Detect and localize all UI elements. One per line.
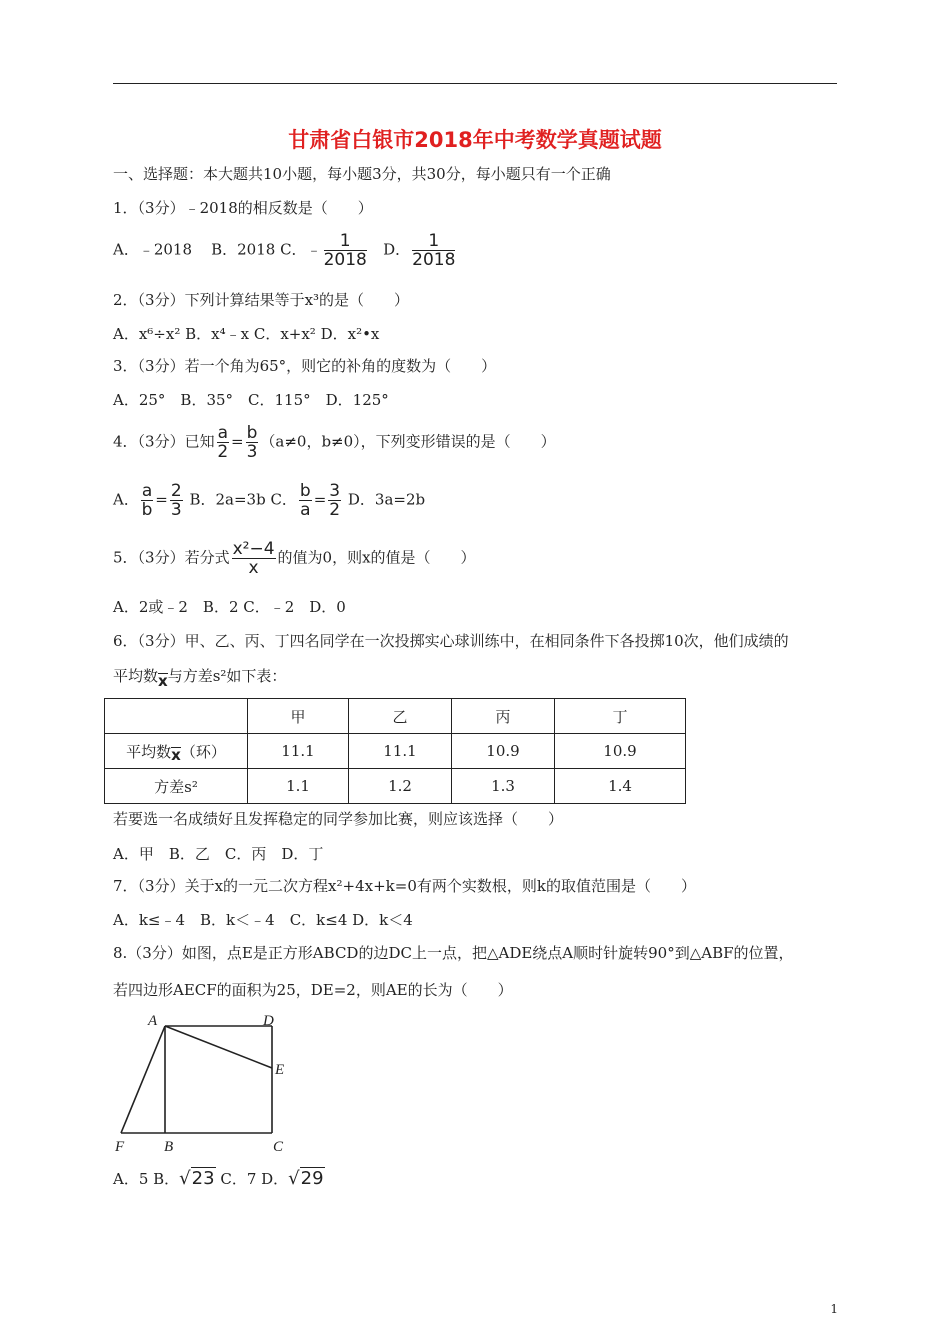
table-cell: 1.3 bbox=[452, 769, 555, 804]
q5-options: A．2或﹣2 B．2 C．﹣2 D．0 bbox=[113, 598, 346, 616]
table-header-cell: 甲 bbox=[248, 699, 349, 734]
q6-stem-line2: 平均数 x 与方差s²如下表： bbox=[113, 667, 287, 690]
q5-fraction: $\frac{\text{x²−4}}{x}$ bbox=[232, 539, 275, 578]
q2-options: A．x⁶÷x² B．x⁴﹣x C．x+x² D．x²•x bbox=[113, 325, 380, 343]
q3-options: A．25° B．35° C．115° D．125° bbox=[113, 391, 389, 409]
label-d: D bbox=[263, 1013, 274, 1029]
table-cell: 1.4 bbox=[555, 769, 686, 804]
q7-options: A．k≤﹣4 B．k＜﹣4 C．k≤4 D．k＜4 bbox=[113, 911, 413, 929]
sqrt-23: √23 bbox=[179, 1168, 215, 1189]
header-rule bbox=[113, 83, 837, 84]
q3-stem: 3．（3分）若一个角为65°，则它的补角的度数为（ ） bbox=[113, 357, 497, 375]
q1-fraction-c: $\frac{1}{2018}$ bbox=[323, 231, 367, 270]
table-header-cell: 乙 bbox=[349, 699, 452, 734]
q8-stem-line2: 若四边形AECF的面积为25，DE=2，则AE的长为（ ） bbox=[113, 981, 513, 999]
table-row-label: 方差s² bbox=[105, 769, 248, 804]
page-title: 甘肃省白银市2018年中考数学真题试题 bbox=[288, 128, 662, 152]
q1-stem: 1．（3分）﹣2018的相反数是（ ） bbox=[113, 199, 373, 217]
q4-opt-a-lhs: $\frac{a}{b}$ bbox=[141, 481, 153, 520]
table-cell: 1.2 bbox=[349, 769, 452, 804]
table-header-cell: 丁 bbox=[555, 699, 686, 734]
q1-option-b: B．2018 bbox=[211, 240, 276, 259]
table-cell: 10.9 bbox=[555, 734, 686, 769]
q6-after: 若要选一名成绩好且发挥稳定的同学参加比赛，则应该选择（ ） bbox=[113, 810, 564, 828]
table-row bbox=[105, 769, 686, 804]
q1-fraction-d: $\frac{1}{2018}$ bbox=[412, 231, 456, 270]
label-a: A bbox=[148, 1013, 158, 1029]
q4-frac-a2: $\frac{a}{2}$ bbox=[217, 423, 229, 462]
q1-option-d: D． bbox=[383, 240, 411, 259]
q2-stem: 2．（3分）下列计算结果等于x³的是（ ） bbox=[113, 291, 410, 309]
table-cell: 11.1 bbox=[349, 734, 452, 769]
segment-ae bbox=[165, 1026, 272, 1068]
q5-stem: 5．（3分）若分式 $\frac{\text{x²−4}}{x}$ 的值为0，则x的值是（ ） bbox=[113, 539, 476, 578]
table-header-cell: 丙 bbox=[452, 699, 555, 734]
q4-opt-c-lhs: $\frac{b}{a}$ bbox=[299, 481, 311, 520]
label-f: F bbox=[115, 1139, 125, 1155]
q6-options: A．甲 B．乙 C．丙 D．丁 bbox=[113, 845, 324, 863]
table-cell: 1.1 bbox=[248, 769, 349, 804]
q4-stem: 4．（3分）已知 $\frac{a}{2}$ = $\frac{b}{3}$ （a≠0，b≠0），下列变形错误的是（ ） bbox=[113, 423, 556, 462]
q8-options: A．5 B．√23 C．7 D．√29 bbox=[113, 1168, 324, 1189]
q4-options: A． $\frac{a}{b}$ = $\frac{2}{3}$ B．2a=3b C． $\frac{b}{a}$ = $\frac{3}{2}$ D．3a=2b bbox=[113, 481, 426, 520]
table-row bbox=[105, 699, 686, 734]
section-heading: 一、选择题：本大题共10小题，每小题3分，共30分，每小题只有一个正确 bbox=[113, 165, 611, 183]
q7-stem: 7．（3分）关于x的一元二次方程x²+4x+k=0有两个实数根，则k的取值范围是（ ） bbox=[113, 877, 696, 895]
table-cell: 10.9 bbox=[452, 734, 555, 769]
page-number: 1 bbox=[830, 1302, 838, 1316]
q1-option-c: C．﹣ bbox=[280, 240, 322, 259]
q8-figure bbox=[110, 1008, 300, 1158]
table-row bbox=[105, 734, 686, 769]
q4-frac-b3: $\frac{b}{3}$ bbox=[246, 423, 258, 462]
q1-option-a: A．﹣2018 bbox=[113, 240, 193, 259]
q1-options bbox=[113, 232, 457, 269]
xbar-symbol: x bbox=[158, 672, 168, 690]
q6-stats-table bbox=[104, 698, 686, 804]
q4-opt-a-rhs: $\frac{2}{3}$ bbox=[170, 481, 182, 520]
sqrt-29: √29 bbox=[288, 1168, 324, 1189]
table-cell: 11.1 bbox=[248, 734, 349, 769]
label-e: E bbox=[275, 1062, 285, 1078]
table-row-label: 平均数 x （环） bbox=[105, 734, 248, 769]
label-b: B bbox=[164, 1139, 174, 1155]
table-header-cell bbox=[105, 699, 248, 734]
label-c: C bbox=[273, 1139, 284, 1155]
segment-fa bbox=[121, 1026, 165, 1133]
q6-stem-line1: 6．（3分）甲、乙、丙、丁四名同学在一次投掷实心球训练中，在相同条件下各投掷10次，他们成绩的 bbox=[113, 632, 789, 650]
q8-stem-line1: 8.（3分）如图，点E是正方形ABCD的边DC上一点，把△ADE绕点A顺时针旋转90°到△ABF的位置， bbox=[113, 944, 794, 962]
q4-opt-c-rhs: $\frac{3}{2}$ bbox=[329, 481, 341, 520]
